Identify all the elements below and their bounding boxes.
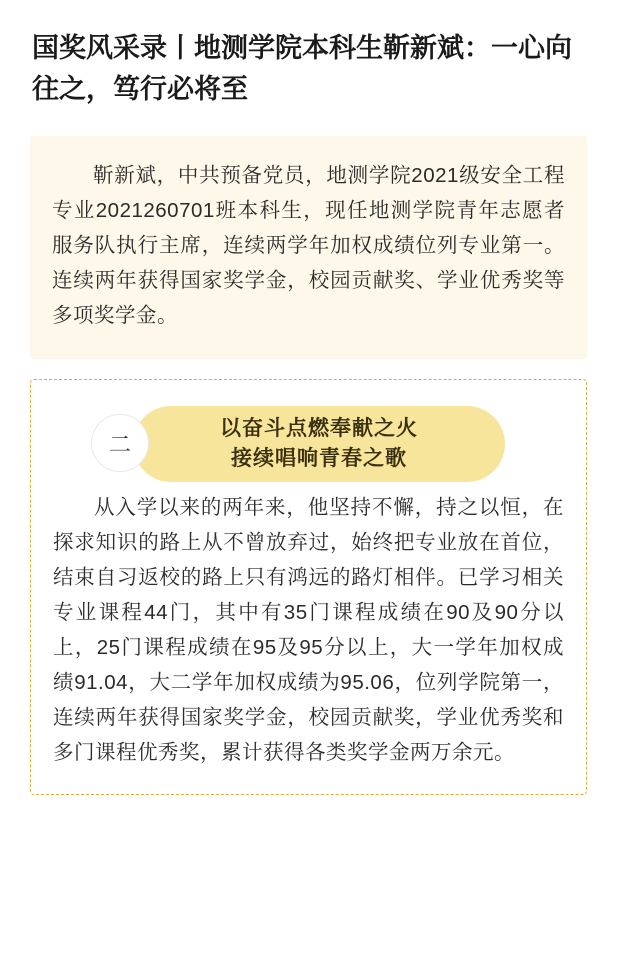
section-paragraph: 从入学以来的两年来，他坚持不懈，持之以恒，在探求知识的路上从不曾放弃过，始终把专业放在首位，结束自习返校的路上只有鸿远的路灯相伴。已学习相关专业课程44门，其中有35门课程成绩在90及90分以上，25门课程成绩在95及95分以上，大一学年加权成绩91.04，大二学年加权成绩为95.06，位列学院第一，连续两年获得国家奖学金，校园贡献奖，学业优秀奖和多门课程优秀奖，累计获得各类奖学金两万余元。 bbox=[53, 496, 564, 764]
section-banner bbox=[133, 406, 505, 482]
intro-card bbox=[30, 136, 587, 359]
page-title: 国奖风采录丨地测学院本科生靳新斌：一心向往之，笃行必将至 bbox=[32, 33, 572, 104]
section-header bbox=[53, 406, 564, 482]
intro-paragraph: 靳新斌，中共预备党员，地测学院2021级安全工程专业2021260701班本科生，现任地测学院青年志愿者服务队执行主席，连续两学年加权成绩位列专业第一。连续两年获得国家奖学金，校园贡献奖、学业优秀奖等多项奖学金。 bbox=[52, 164, 565, 327]
banner-line-2: 接续唱响青春之歌 bbox=[231, 447, 407, 470]
banner-line-1: 以奋斗点燃奉献之火 bbox=[220, 417, 418, 440]
section-number-badge: 二 bbox=[91, 414, 149, 472]
section-card bbox=[30, 379, 587, 795]
